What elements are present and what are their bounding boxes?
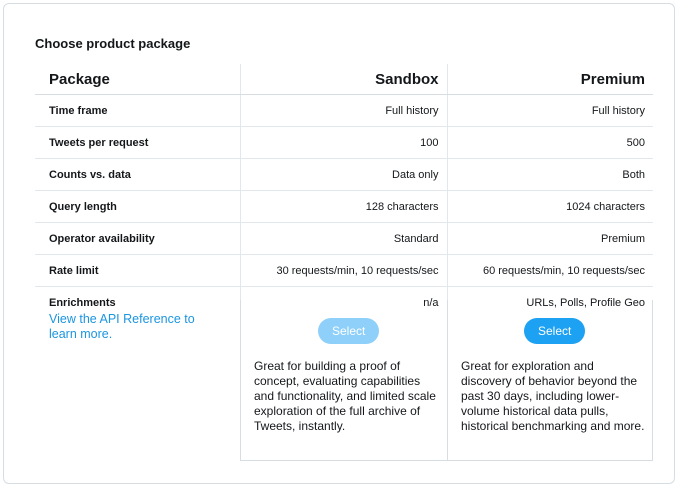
plan-selection <box>35 300 653 462</box>
premium-value: Both <box>447 159 653 191</box>
premium-value: 500 <box>447 127 653 159</box>
row-label: Tweets per request <box>35 127 240 159</box>
row-label: Query length <box>35 191 240 223</box>
table-row <box>35 159 653 191</box>
package-card <box>3 3 675 484</box>
premium-value: Full history <box>447 95 653 127</box>
api-reference-link[interactable]: View the API Reference to learn more. <box>49 312 195 341</box>
table-row <box>35 95 653 127</box>
sandbox-value: 30 requests/min, 10 requests/sec <box>240 255 447 287</box>
premium-value: 1024 characters <box>447 191 653 223</box>
premium-value: 60 requests/min, 10 requests/sec <box>447 255 653 287</box>
sandbox-value: 100 <box>240 127 447 159</box>
premium-plan-panel <box>447 300 653 461</box>
premium-value: URLs, Polls, Profile Geo <box>447 287 653 319</box>
table-row <box>35 255 653 287</box>
row-label: Time frame <box>35 95 240 127</box>
column-header-premium: Premium <box>447 64 653 95</box>
row-label: Counts vs. data <box>35 159 240 191</box>
sandbox-select-button[interactable]: Select <box>318 318 379 344</box>
premium-description: Great for exploration and discovery of behavior beyond the past 30 days, including lower-volume historical data pulls, historical benchmarking and more. <box>461 359 645 433</box>
column-header-sandbox: Sandbox <box>240 64 447 95</box>
table-row <box>35 191 653 223</box>
sandbox-value: Standard <box>240 223 447 255</box>
page-title: Choose product package <box>35 36 191 51</box>
comparison-table <box>35 64 653 318</box>
row-label: Rate limit <box>35 255 240 287</box>
row-label: Operator availability <box>35 223 240 255</box>
sandbox-description: Great for building a proof of concept, evaluating capabilities and functionality, and limited scale exploration of the full archive of Tweets, instantly. <box>254 359 436 433</box>
premium-value: Premium <box>447 223 653 255</box>
sandbox-value: Full history <box>240 95 447 127</box>
sandbox-value: Data only <box>240 159 447 191</box>
sandbox-plan-panel <box>240 300 448 461</box>
row-label: Enrichments <box>49 296 116 309</box>
table-row <box>35 223 653 255</box>
sandbox-value: n/a <box>240 287 447 319</box>
table-header-row <box>35 64 653 95</box>
sandbox-value: 128 characters <box>240 191 447 223</box>
column-header-package: Package <box>35 64 240 95</box>
table-row <box>35 127 653 159</box>
premium-select-button[interactable]: Select <box>524 318 585 344</box>
